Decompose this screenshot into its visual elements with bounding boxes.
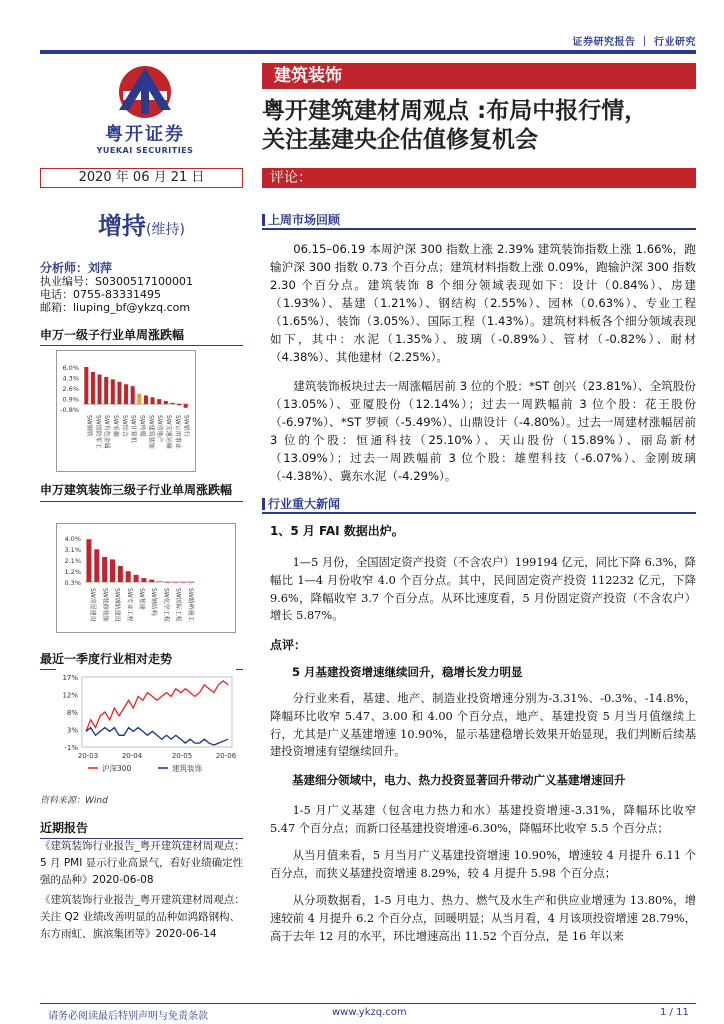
legend-label: 建筑装饰 xyxy=(172,764,202,773)
sub-heading-1: 5 月基建投资增速继续回升，稳增长发力明显 xyxy=(292,665,523,679)
chart2-svg xyxy=(57,524,235,632)
bar-SW交通运输 xyxy=(164,401,168,404)
footer-divider xyxy=(40,1003,696,1004)
bar-SW国防军工 xyxy=(91,372,95,404)
data-source: 资料来源：Wind xyxy=(40,796,108,806)
report-type-tag: 证券研究报告 ｜ 行业研究 xyxy=(572,37,696,48)
bar-SW银行 xyxy=(184,404,188,408)
x-tick-label: SW传媒 xyxy=(138,415,146,437)
y-tick-label: 0.3% xyxy=(64,579,81,587)
rating-block xyxy=(40,206,243,241)
x-tick-label: SW钢结构 xyxy=(150,588,158,616)
y-tick-label: 1.2% xyxy=(64,568,81,576)
report-date: 2020 年 06 月 21 日 xyxy=(40,168,243,188)
bar-SW其他专业工程 xyxy=(173,582,178,583)
chart1-heading: 申万一级子行业单周涨跌幅 xyxy=(40,326,243,346)
bar-SW化学工程 xyxy=(149,580,154,582)
x-tick-label: SW装修装饰 xyxy=(101,588,109,622)
x-tick-label: SW计算机 xyxy=(129,415,137,443)
bar-SW水利工程 xyxy=(181,582,186,583)
x-tick-label: SW建筑装饰 xyxy=(147,415,155,449)
y-tick-label: 6.0% xyxy=(62,364,79,372)
bar-SW路桥施工 xyxy=(165,582,170,583)
y-tick-label: 4.3% xyxy=(62,374,79,383)
rating-sub: (维持) xyxy=(146,222,185,238)
recent-report-2[interactable]: 《建筑装饰行业报告_粤开建筑建材周观点：关注 Q2 业绩改善明显的品种如鸿路钢构、东方雨虹、旗滨集团等》2020-06-14 xyxy=(40,894,245,940)
chart3-heading: 最近一季度行业相对走势 xyxy=(40,650,243,670)
x-tick-label: SW采掘 xyxy=(111,415,119,437)
bar-SW农林牧渔 xyxy=(177,404,181,405)
x-tick-label: SW钢铁 xyxy=(85,415,93,437)
y-tick-label: 0.9% xyxy=(62,395,79,404)
y-tick-label: -0.8% xyxy=(60,406,79,414)
x-tick-label: SW化学工程 xyxy=(162,588,170,622)
bar-SW公用事业 xyxy=(170,403,174,404)
x-tick-label: SW银行 xyxy=(182,415,190,437)
bar-SW综合 xyxy=(111,379,115,404)
footer-website[interactable]: www.ykzq.com xyxy=(332,1007,407,1018)
company-logo xyxy=(85,62,205,166)
analyst-license: 执业编号：S0300517100001 xyxy=(40,275,193,288)
para-d: 从分项数据看，1-5 月电力、热力、燃气及水生产和供应业增速为 13.80%，增速较前 4 月提升 6.2 个百分点，回暖明显；从当月看，4 月该项投资增速 28.79%，高于去年 12 月的水平，环比增速高出 11.52 个百分点，是 16 年以来 xyxy=(270,894,696,943)
bar-SW钢铁 xyxy=(84,367,88,404)
title-line-2: 关注基建央企估值修复机会 xyxy=(262,127,538,153)
legend-label: 沪深300 xyxy=(102,764,132,773)
bar-SW建筑装饰 xyxy=(137,394,141,404)
y-tick-label: 3% xyxy=(66,726,78,735)
comment-heading: 点评： xyxy=(270,638,307,652)
market-para-1: 06.15–06.19 本周沪深 300 指数上涨 2.39% 建筑装饰指数上涨 1.66%，跑输沪深 300 指数 0.73 个百分点；建筑材料指数上涨 0.09%，跑输沪深 300 指数 2.30 个百分点。建筑装饰 8 个细分领域表现如下：设计（0.84%）、房建（1.93%）、基建（1.21%）、钢结构（2.55%）、园林（0.63%）、专业工程（1.65%）、装饰（3.05%）、国际工程（1.43%）。建筑材料板各个细分领域表现如下，其中：水泥（1.35%）、玻璃（-0.89%）、管材（-0.82%）、耐材（4.38%）、其他建材（2.25%）。 xyxy=(270,242,696,364)
section-news: 行业重大新闻 xyxy=(262,496,696,514)
x-tick-label: SW国际工程 xyxy=(174,588,182,622)
header-divider xyxy=(40,50,696,54)
y-tick-label: 12% xyxy=(62,691,78,700)
para-c: 从当月值来看，5 月当月广义基建投资增速 10.90%，增速较 4 月提升 6.11 个百分点，而狭义基建投资增速 8.29%，较 4 月提升 5.98 个百分点； xyxy=(270,849,696,880)
bar-SW基建 xyxy=(126,571,131,582)
analyst-name: 分析师：刘萍 xyxy=(40,261,113,275)
bar-SW国际工程 xyxy=(157,581,162,582)
recent-reports-heading: 近期报告 xyxy=(40,819,243,839)
news-para-1: 1—5 月份，全国固定资产投资（不含农户）199194 亿元，同比下降 6.3%，降幅比 1—4 月份收窄 4.0 个百分点。其中，民间固定资产投资 112232 亿元，下降 9.6%，降幅收窄 3.7 个百分点。从环比速度看，5 月份固定资产投资（不含农户）增长 5.87%。 xyxy=(270,556,696,623)
x-tick-label: SW有色金属 xyxy=(103,415,111,449)
x-tick-label: SW房地产 xyxy=(156,415,164,443)
logo-en-text: YUEKAI SECURITIES xyxy=(96,146,194,155)
y-tick-label: 17% xyxy=(62,674,78,682)
bar-SW非银金融 xyxy=(124,384,128,404)
chart3-svg xyxy=(56,667,246,787)
bar-SW装修装饰 xyxy=(94,549,99,582)
x-tick-label: 20-04 xyxy=(121,752,143,760)
bar-SW钢结构 xyxy=(141,578,146,582)
chart1-box xyxy=(56,350,196,472)
chart2-box xyxy=(56,523,236,633)
para-b: 1-5 月广义基建（包含电力热力和水）基建投资增速-3.31%，降幅环比收窄 5.47 个百分点；而新口径基建投资增速-6.30%，降幅环比收窄 5.5 个百分点； xyxy=(270,804,696,835)
y-tick-label: 2.6% xyxy=(62,385,79,393)
series-沪深300 xyxy=(86,681,228,732)
bar-SW园林工程 xyxy=(134,575,139,582)
bar-SW采掘 xyxy=(104,377,108,404)
chart3-box xyxy=(56,667,236,787)
news-title: 1、5 月 FAI 数据出炉。 xyxy=(270,524,404,538)
analyst-phone: 电话：0755-83331495 xyxy=(40,288,161,301)
x-tick-label: 20-05 xyxy=(171,752,193,760)
rating-main: 增持 xyxy=(98,212,147,240)
y-tick-label: 4.0% xyxy=(64,535,81,543)
sector-banner: 建筑装饰 xyxy=(262,63,696,89)
footer-page-number: 1 / 11 xyxy=(660,1007,689,1018)
bar-SW有色金属 xyxy=(98,374,102,404)
logo-cn-text: 粤开证券 xyxy=(105,124,185,145)
x-tick-label: SW房屋建设 xyxy=(89,588,97,622)
bar-SW城轨建设 xyxy=(102,557,107,582)
title-line-1: 粤开建筑建材周观点 :布局中报行情， xyxy=(262,98,648,124)
chart2-heading: 申万建筑装饰三级子行业单周涨跌幅 xyxy=(40,482,243,502)
y-tick-label: 2.1% xyxy=(64,557,81,565)
chart1-svg xyxy=(57,351,195,471)
bar-SW计算机 xyxy=(117,382,121,404)
para-a: 分行业来看，基建、地产、制造业投资增速分别为-3.31%、-0.3%、-14.8%，降幅环比收窄 5.47、3.00 和 4.00 个百分点，地产、基建投资 5 月当月值继续上行，尤其是广义基建增速 10.90%，显示基建稳增长效果开始显现，我们判断后续基建投资增速有望继续回升。 xyxy=(270,692,696,759)
bar-SW铁路建设 xyxy=(189,582,194,583)
bar-SW家用电器 xyxy=(157,399,161,404)
x-tick-label: SW公用事业 xyxy=(173,415,181,449)
recent-report-1[interactable]: 《建筑装饰行业报告_粤开建筑建材周观点：5 月 PMI 显示行业高景气，看好业绩确定性强的品种》2020-06-08 xyxy=(40,840,245,886)
x-tick-label: 20-06 xyxy=(215,752,237,760)
analyst-info xyxy=(40,262,243,314)
y-tick-label: 3.1% xyxy=(64,546,81,554)
bar-SW设计 xyxy=(110,559,115,582)
analyst-email: 邮箱：liuping_bf@ykzq.com xyxy=(40,301,191,314)
x-tick-label: SW国防军工 xyxy=(94,415,102,449)
comment-banner: 评论： xyxy=(262,168,696,188)
bar-SW传媒 xyxy=(131,386,135,404)
y-tick-label: -1% xyxy=(64,744,78,752)
market-para-2: 建筑装饰板块过去一周涨幅居前 3 位的个股：*ST 创兴（23.81%）、全筑股份（13.05%）、亚厦股份（12.14%）；过去一周跌幅前 3 位个股：花王股份（-6.97%）、*ST 罗顿（-5.49%）、山鼎设计（-4.80%）。过去一周建材涨幅居前 3 位的个股：恒通科技（25.10%）、天山股份（15.89%）、丽岛新材（13.09%）；过去一周跌幅前 3 位个股：雄塑科技（-6.07%）、金刚玻璃（-4.38%）、冀东水泥（-4.29%）。 xyxy=(270,379,696,483)
bar-SW房屋建设 xyxy=(86,539,91,582)
bar-SW专业工程 xyxy=(118,566,123,582)
bar-SW房地产 xyxy=(151,397,155,404)
section-market-review: 上周市场回顾 xyxy=(262,212,696,230)
report-title xyxy=(262,97,702,155)
sub-heading-2: 基建细分领域中，电力、热力投资显著回升带动广义基建增速回升 xyxy=(292,773,626,787)
x-tick-label: SW路桥施工 xyxy=(186,588,194,622)
series-建筑装饰 xyxy=(86,728,228,746)
logo-emblem-icon xyxy=(109,62,181,120)
x-tick-label: 20-03 xyxy=(77,752,99,760)
x-tick-label: SW专业工程 xyxy=(125,588,133,622)
bar-SW建筑材料 xyxy=(144,395,148,404)
y-tick-label: 8% xyxy=(66,709,78,717)
x-tick-label: SW综合 xyxy=(120,415,128,437)
x-tick-label: SW基建 xyxy=(138,588,145,610)
x-tick-label: SW城轨建设 xyxy=(113,588,121,622)
footer-disclaimer[interactable]: 请务必阅读最后特别声明与免责条款 xyxy=(48,1011,208,1022)
x-tick-label: SW交通运输 xyxy=(164,415,172,449)
